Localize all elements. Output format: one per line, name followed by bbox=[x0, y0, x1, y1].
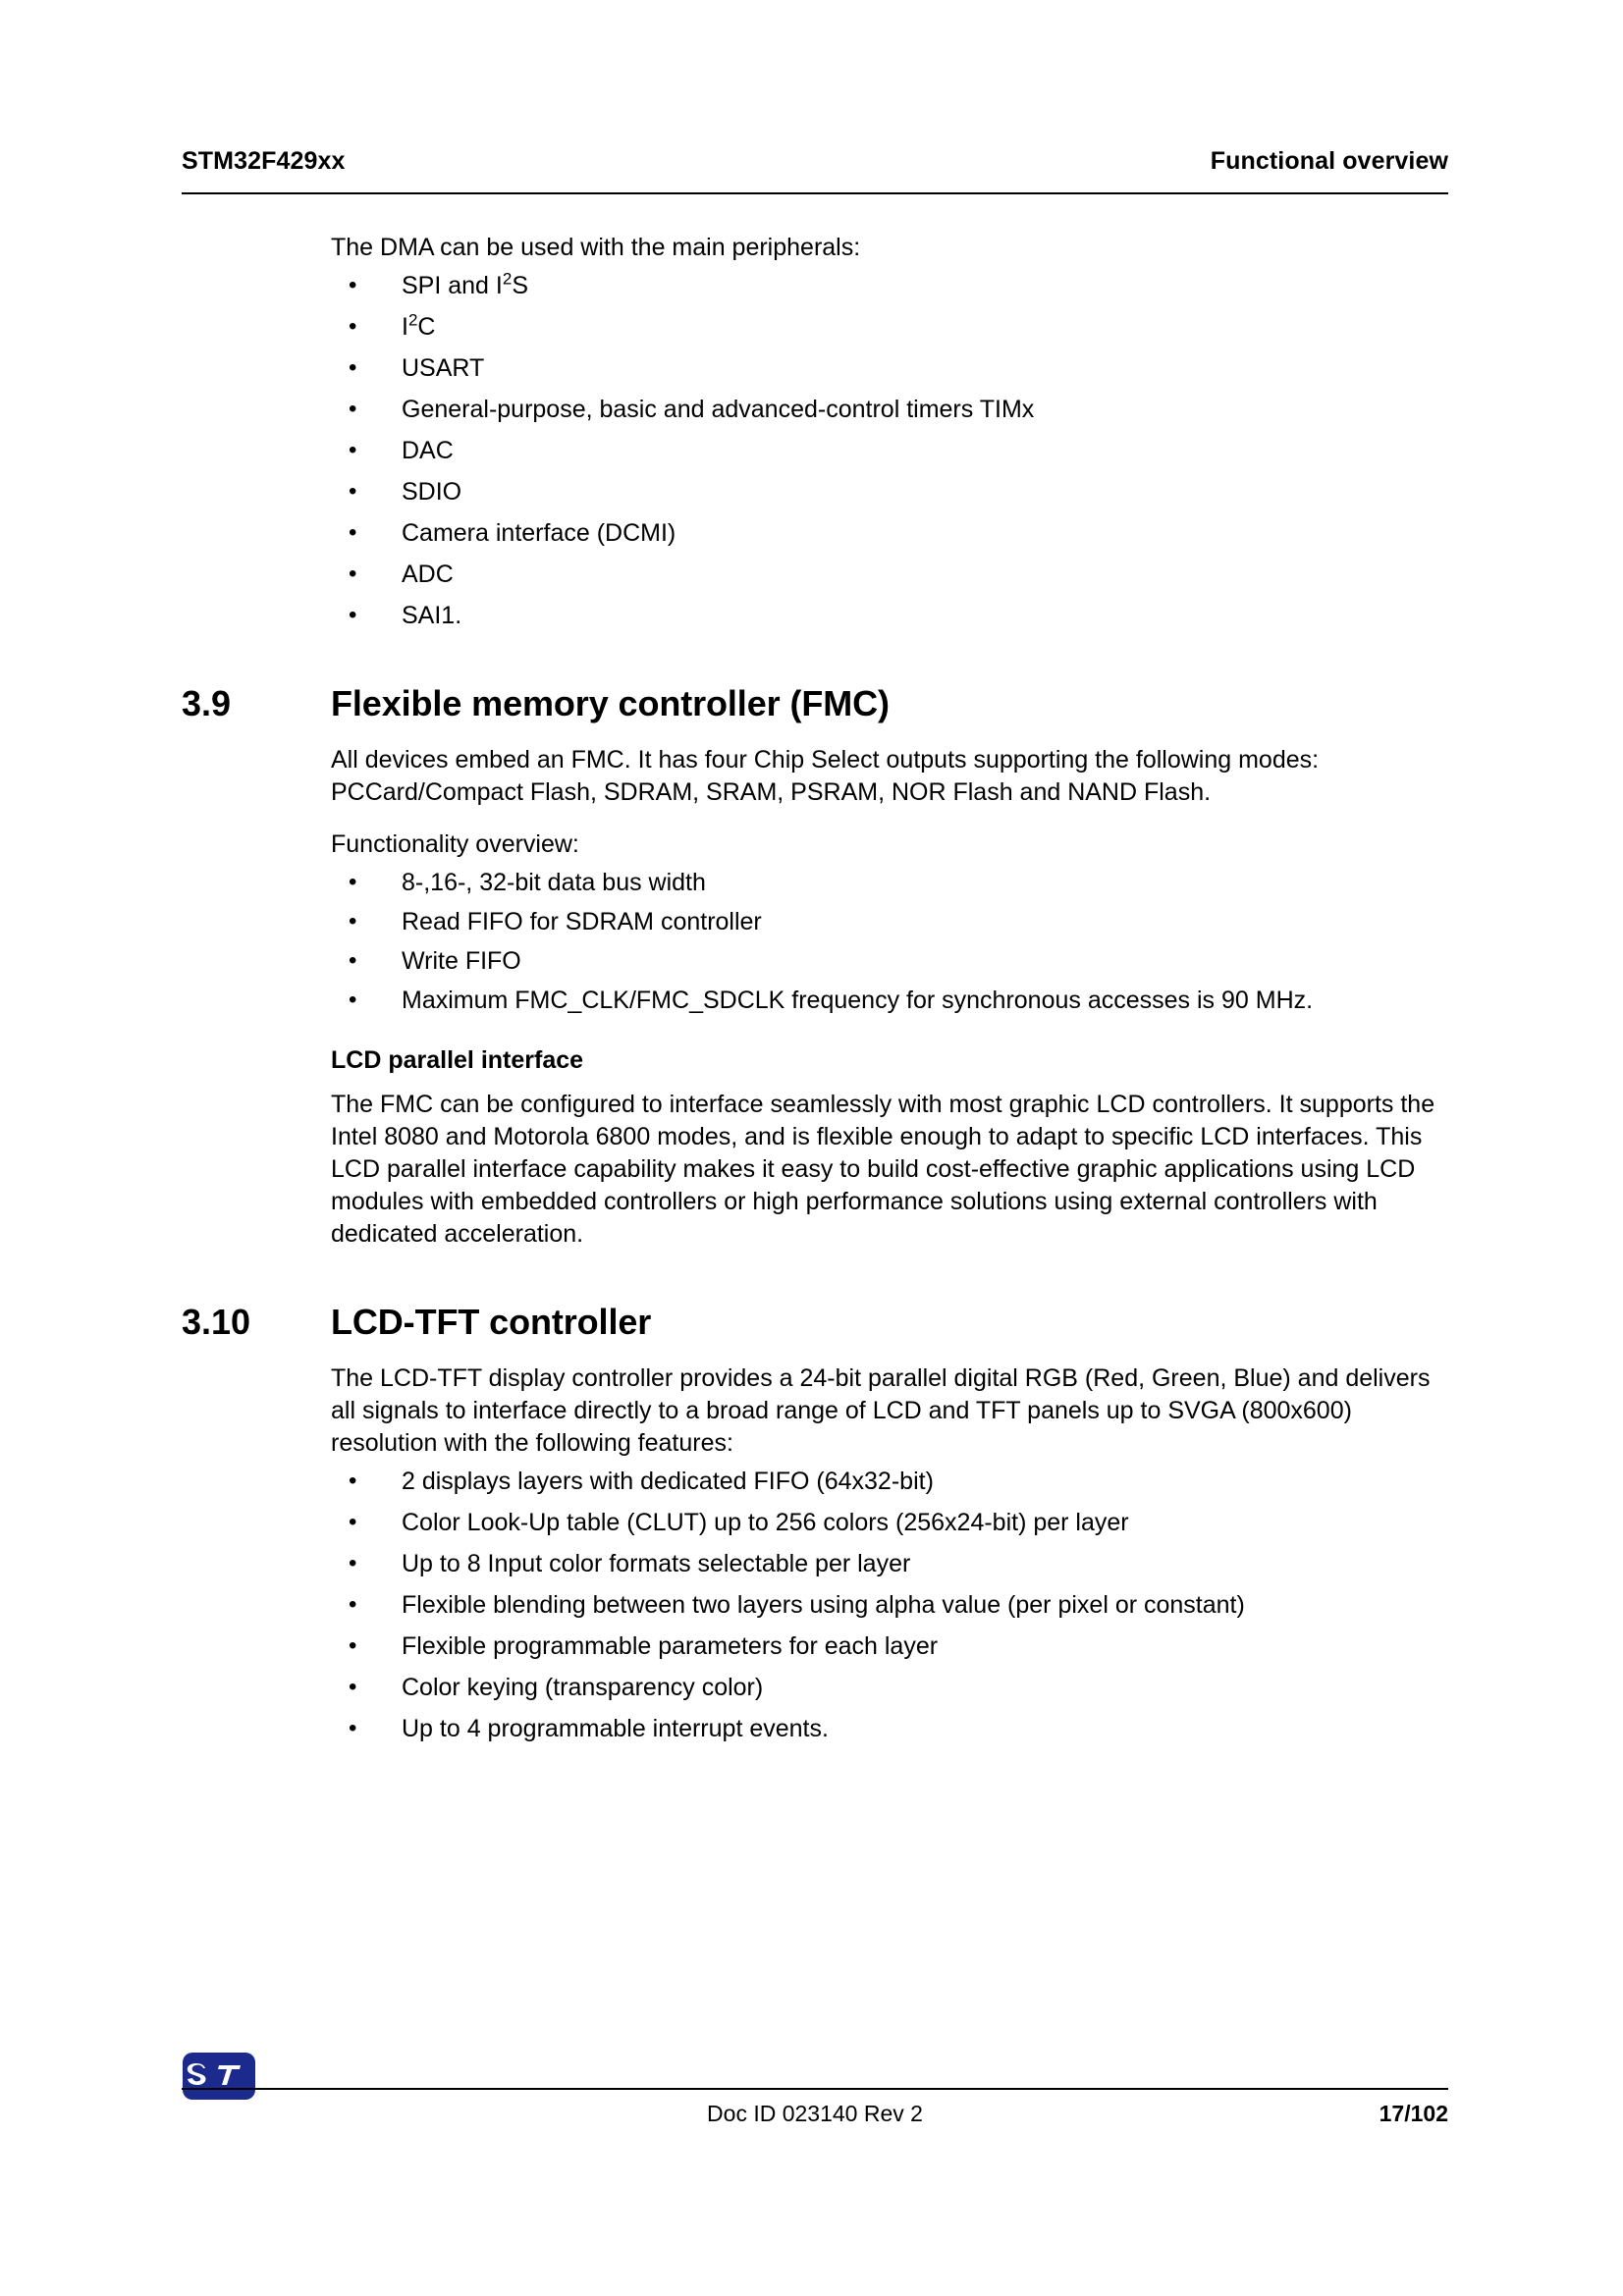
list-item bbox=[331, 1713, 1448, 1745]
list-item-text: Read FIFO for SDRAM controller bbox=[402, 908, 762, 935]
list-item-text: 2 displays layers with dedicated FIFO (64x32-bit) bbox=[402, 1468, 934, 1495]
list-item-text: Color Look-Up table (CLUT) up to 256 colors (256x24-bit) per layer bbox=[402, 1509, 1129, 1536]
list-item-text: Camera interface (DCMI) bbox=[402, 519, 676, 547]
section-number: 3.10 bbox=[182, 1302, 251, 1342]
fmc-features-list bbox=[182, 867, 1448, 1017]
page-title: Flexible memory controller (FMC) bbox=[331, 683, 890, 723]
list-item bbox=[331, 517, 1448, 550]
list-item bbox=[331, 1630, 1448, 1663]
footer-page-number: 17/102 bbox=[1379, 2101, 1448, 2126]
list-item bbox=[331, 435, 1448, 467]
list-item-text: I bbox=[402, 313, 408, 341]
page-header bbox=[182, 147, 1448, 176]
spacer bbox=[182, 815, 1448, 828]
list-item bbox=[331, 1672, 1448, 1704]
list-item bbox=[331, 867, 1448, 899]
list-item bbox=[331, 1548, 1448, 1580]
page-content bbox=[182, 232, 1448, 1754]
list-item bbox=[331, 394, 1448, 426]
list-item bbox=[331, 985, 1448, 1017]
header-chapter-name: Functional overview bbox=[1210, 147, 1448, 175]
list-item bbox=[331, 906, 1448, 938]
list-item-text: Color keying (transparency color) bbox=[402, 1674, 764, 1701]
list-item bbox=[331, 559, 1448, 591]
subsection-heading-lcd-parallel: LCD parallel interface bbox=[331, 1046, 584, 1074]
list-item-text: USART bbox=[402, 354, 485, 382]
list-item bbox=[331, 311, 1448, 344]
list-item bbox=[331, 270, 1448, 302]
list-item-text: Flexible programmable parameters for each layer bbox=[402, 1632, 939, 1660]
list-item bbox=[331, 1507, 1448, 1539]
superscript: 2 bbox=[407, 310, 418, 330]
dma-peripherals-list bbox=[182, 270, 1448, 632]
footer-doc-id: Doc ID 023140 Rev 2 bbox=[707, 2101, 923, 2126]
fmc-paragraph-3: The FMC can be configured to interface seamlessly with most graphic LCD controllers. It supports the Intel 8080 and Motorola 6800 modes, and is flexible enough to adapt to specific LCD interfaces. This LCD parallel interface capability makes it easy to build cost-effective graphic applications using LCD modules with embedded controllers or high performance solutions using external controllers with dedicated acceleration. bbox=[331, 1091, 1435, 1248]
section-number: 3.9 bbox=[182, 683, 232, 723]
list-item-text: 8-,16-, 32-bit data bus width bbox=[402, 869, 706, 896]
list-item-text-tail: C bbox=[417, 313, 436, 341]
list-item-text: SAI1. bbox=[402, 602, 462, 629]
list-item-text: DAC bbox=[402, 437, 454, 464]
superscript: 2 bbox=[502, 269, 513, 289]
list-item-text: Up to 8 Input color formats selectable per layer bbox=[402, 1550, 911, 1577]
lcd-paragraph-1: The LCD-TFT display controller provides a 24-bit parallel digital RGB (Red, Green, Blue) and delivers all signals to interface directly to a broad range of LCD and TFT panels up to SVGA (800x600) resolution with the following features: bbox=[331, 1364, 1431, 1457]
list-item bbox=[331, 1466, 1448, 1498]
section-heading-fmc bbox=[182, 683, 1448, 724]
fmc-paragraph-2: Functionality overview: bbox=[331, 830, 579, 858]
section-heading-lcd-tft bbox=[182, 1302, 1448, 1343]
list-item-text: General-purpose, basic and advanced-control timers TIMx bbox=[402, 396, 1035, 423]
fmc-paragraph-1: All devices embed an FMC. It has four Chip Select outputs supporting the following modes: PCCard/Compact Flash, SDRAM, SRAM, PSRAM, NOR Flash and NAND Flash. bbox=[331, 746, 1320, 806]
list-item-text-tail: S bbox=[512, 272, 529, 299]
list-item-text: SDIO bbox=[402, 478, 462, 506]
dma-intro-text: The DMA can be used with the main peripherals: bbox=[331, 234, 861, 261]
list-item-text: Maximum FMC_CLK/FMC_SDCLK frequency for synchronous accesses is 90 MHz. bbox=[402, 987, 1314, 1014]
header-document-name: STM32F429xx bbox=[182, 147, 346, 175]
list-item-text: Up to 4 programmable interrupt events. bbox=[402, 1715, 829, 1742]
list-item bbox=[331, 352, 1448, 385]
list-item-text: ADC bbox=[402, 561, 454, 588]
list-item-text: SPI and I bbox=[402, 272, 503, 299]
page-title: LCD-TFT controller bbox=[331, 1302, 652, 1342]
list-item bbox=[331, 1589, 1448, 1622]
list-item bbox=[331, 600, 1448, 632]
header-divider bbox=[182, 192, 1448, 194]
list-item bbox=[331, 945, 1448, 978]
list-item-text: Flexible blending between two layers using alpha value (per pixel or constant) bbox=[402, 1591, 1245, 1619]
lcd-features-list bbox=[182, 1466, 1448, 1745]
list-item-text: Write FIFO bbox=[402, 947, 521, 975]
footer-divider bbox=[182, 2088, 1448, 2090]
list-item bbox=[331, 476, 1448, 508]
page-footer bbox=[182, 2095, 1448, 2142]
